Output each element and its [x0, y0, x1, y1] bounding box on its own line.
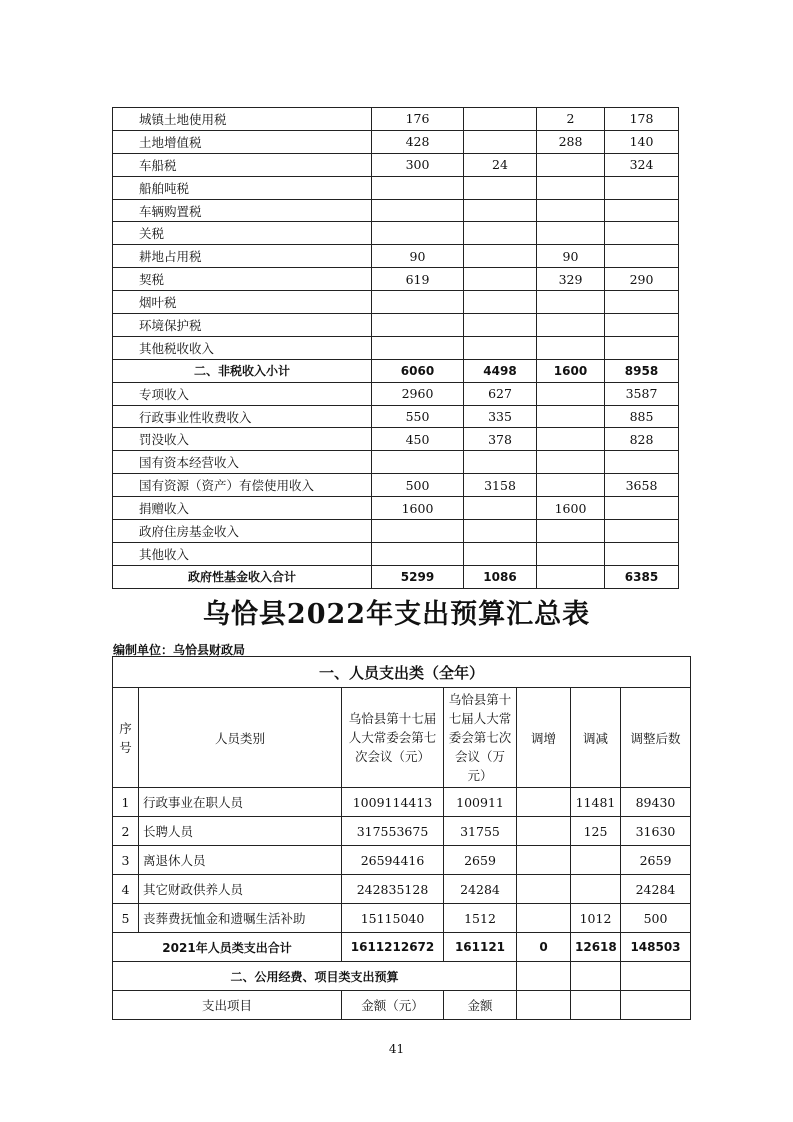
decrease-cell: 11481 [571, 788, 621, 817]
value-cell: 450 [372, 428, 464, 451]
row-label: 环境保护税 [113, 314, 372, 337]
section2-title: 二、公用经费、项目类支出预算 [113, 962, 517, 991]
value-cell [537, 336, 605, 359]
category-cell: 长聘人员 [139, 817, 342, 846]
decrease-cell [571, 875, 621, 904]
seq-cell: 1 [113, 788, 139, 817]
total-row [113, 933, 691, 962]
value-cell: 324 [605, 153, 679, 176]
wanyuan-cell: 2659 [444, 846, 517, 875]
page-number: 41 [388, 1042, 405, 1056]
value-cell: 6385 [605, 565, 679, 588]
empty-cell [517, 962, 571, 991]
table-row [113, 153, 679, 176]
increase-header: 调增 [517, 688, 571, 788]
value-cell: 8958 [605, 359, 679, 382]
table-row [113, 428, 679, 451]
row-label: 罚没收入 [113, 428, 372, 451]
decrease-cell: 1012 [571, 904, 621, 933]
value-cell [537, 542, 605, 565]
value-cell [537, 405, 605, 428]
value-cell [605, 497, 679, 520]
table-row [113, 542, 679, 565]
value-cell [372, 451, 464, 474]
table-row [113, 497, 679, 520]
value-cell [372, 336, 464, 359]
row-label: 契税 [113, 268, 372, 291]
total-decrease: 12618 [571, 933, 621, 962]
value-cell: 90 [537, 245, 605, 268]
yuan-cell: 26594416 [342, 846, 444, 875]
category-cell: 其它财政供养人员 [139, 875, 342, 904]
value-cell: 1086 [464, 565, 537, 588]
adjusted-cell: 31630 [621, 817, 691, 846]
adjusted-cell: 500 [621, 904, 691, 933]
table-row [113, 291, 679, 314]
value-cell [464, 245, 537, 268]
row-label: 耕地占用税 [113, 245, 372, 268]
empty-cell [621, 991, 691, 1020]
section1-header-row [113, 657, 691, 688]
table-row [113, 520, 679, 543]
table-row [113, 176, 679, 199]
value-cell: 335 [464, 405, 537, 428]
empty-cell [517, 991, 571, 1020]
value-cell [464, 199, 537, 222]
yuan-cell: 317553675 [342, 817, 444, 846]
amount-yuan-header: 金额（元） [342, 991, 444, 1020]
wanyuan-cell: 24284 [444, 875, 517, 904]
value-cell [537, 565, 605, 588]
adjusted-cell: 2659 [621, 846, 691, 875]
value-cell: 1600 [537, 497, 605, 520]
revenue-table [112, 107, 679, 589]
value-cell [372, 314, 464, 337]
increase-cell [517, 817, 571, 846]
table-row [113, 904, 691, 933]
row-label: 行政事业性收费收入 [113, 405, 372, 428]
table-row [113, 314, 679, 337]
adjusted-cell: 89430 [621, 788, 691, 817]
yuan-cell: 242835128 [342, 875, 444, 904]
row-label: 车船税 [113, 153, 372, 176]
value-cell: 140 [605, 130, 679, 153]
value-cell [605, 451, 679, 474]
wanyuan-header: 乌恰县第十七届人大常委会第七次会议（万元） [444, 688, 517, 788]
value-cell: 1600 [537, 359, 605, 382]
value-cell: 176 [372, 108, 464, 131]
table-row [113, 875, 691, 904]
wanyuan-cell: 100911 [444, 788, 517, 817]
category-header: 人员类别 [139, 688, 342, 788]
empty-cell [571, 962, 621, 991]
value-cell [372, 222, 464, 245]
page-title: 乌恰县2022年支出预算汇总表 [202, 599, 591, 630]
value-cell [372, 199, 464, 222]
row-label: 车辆购置税 [113, 199, 372, 222]
row-label: 国有资源（资产）有偿使用收入 [113, 474, 372, 497]
value-cell [464, 222, 537, 245]
value-cell [464, 176, 537, 199]
yuan-cell: 15115040 [342, 904, 444, 933]
value-cell [537, 382, 605, 405]
value-cell: 2960 [372, 382, 464, 405]
value-cell: 288 [537, 130, 605, 153]
value-cell [464, 520, 537, 543]
value-cell [537, 153, 605, 176]
table-row [113, 474, 679, 497]
value-cell: 290 [605, 268, 679, 291]
value-cell [464, 268, 537, 291]
value-cell: 428 [372, 130, 464, 153]
table-row [113, 336, 679, 359]
row-label: 捐赠收入 [113, 497, 372, 520]
value-cell [537, 176, 605, 199]
expenditure-table [112, 656, 691, 1020]
value-cell [537, 222, 605, 245]
value-cell [372, 542, 464, 565]
table-row [113, 199, 679, 222]
value-cell [464, 497, 537, 520]
value-cell [464, 291, 537, 314]
empty-cell [571, 991, 621, 1020]
amount-header: 金额 [444, 991, 517, 1020]
row-label: 关税 [113, 222, 372, 245]
table-row [113, 359, 679, 382]
category-cell: 行政事业在职人员 [139, 788, 342, 817]
total-yuan: 1611212672 [342, 933, 444, 962]
total-label: 2021年人员类支出合计 [113, 933, 342, 962]
category-cell: 丧葬费抚恤金和遗嘱生活补助 [139, 904, 342, 933]
table-row [113, 846, 691, 875]
row-label: 烟叶税 [113, 291, 372, 314]
total-adjusted: 148503 [621, 933, 691, 962]
value-cell [537, 451, 605, 474]
value-cell [605, 176, 679, 199]
value-cell [464, 130, 537, 153]
seq-cell: 4 [113, 875, 139, 904]
value-cell [605, 520, 679, 543]
row-label: 土地增值税 [113, 130, 372, 153]
value-cell [537, 291, 605, 314]
value-cell: 300 [372, 153, 464, 176]
table-row [113, 565, 679, 588]
value-cell [537, 314, 605, 337]
value-cell [464, 542, 537, 565]
value-cell: 550 [372, 405, 464, 428]
decrease-cell: 125 [571, 817, 621, 846]
value-cell: 178 [605, 108, 679, 131]
value-cell: 3587 [605, 382, 679, 405]
value-cell [605, 222, 679, 245]
value-cell: 500 [372, 474, 464, 497]
value-cell: 828 [605, 428, 679, 451]
value-cell: 4498 [464, 359, 537, 382]
value-cell [605, 542, 679, 565]
value-cell: 24 [464, 153, 537, 176]
seq-cell: 2 [113, 817, 139, 846]
section1-title: 一、人员支出类（全年） [113, 657, 691, 688]
value-cell: 90 [372, 245, 464, 268]
table-row [113, 817, 691, 846]
column-header-row [113, 688, 691, 788]
expense-item-header: 支出项目 [113, 991, 342, 1020]
value-cell [464, 336, 537, 359]
section2-column-row [113, 991, 691, 1020]
empty-cell [621, 962, 691, 991]
row-label: 其他收入 [113, 542, 372, 565]
value-cell [372, 291, 464, 314]
decrease-header: 调减 [571, 688, 621, 788]
increase-cell [517, 846, 571, 875]
decrease-cell [571, 846, 621, 875]
value-cell: 3658 [605, 474, 679, 497]
table-row [113, 382, 679, 405]
increase-cell [517, 875, 571, 904]
value-cell: 627 [464, 382, 537, 405]
value-cell [537, 199, 605, 222]
value-cell [605, 291, 679, 314]
value-cell: 5299 [372, 565, 464, 588]
value-cell [537, 474, 605, 497]
wanyuan-cell: 1512 [444, 904, 517, 933]
value-cell: 619 [372, 268, 464, 291]
value-cell [605, 245, 679, 268]
category-cell: 离退休人员 [139, 846, 342, 875]
seq-cell: 3 [113, 846, 139, 875]
value-cell [605, 314, 679, 337]
compiling-unit: 编制单位：乌恰县财政局 [113, 643, 246, 657]
value-cell [464, 108, 537, 131]
table-row [113, 245, 679, 268]
table-row [113, 788, 691, 817]
increase-cell [517, 788, 571, 817]
increase-cell [517, 904, 571, 933]
table-row [113, 222, 679, 245]
adjusted-header: 调整后数 [621, 688, 691, 788]
value-cell [605, 336, 679, 359]
table-row [113, 108, 679, 131]
value-cell: 6060 [372, 359, 464, 382]
row-label: 政府住房基金收入 [113, 520, 372, 543]
value-cell [464, 314, 537, 337]
value-cell [372, 520, 464, 543]
row-label: 国有资本经营收入 [113, 451, 372, 474]
section2-header-row [113, 962, 691, 991]
total-increase: 0 [517, 933, 571, 962]
wanyuan-cell: 31755 [444, 817, 517, 846]
value-cell: 2 [537, 108, 605, 131]
row-label: 其他税收收入 [113, 336, 372, 359]
value-cell: 378 [464, 428, 537, 451]
value-cell: 3158 [464, 474, 537, 497]
table-row [113, 268, 679, 291]
table-row [113, 130, 679, 153]
row-label: 二、非税收入小计 [113, 359, 372, 382]
value-cell: 329 [537, 268, 605, 291]
seq-cell: 5 [113, 904, 139, 933]
value-cell [537, 428, 605, 451]
yuan-header: 乌恰县第十七届人大常委会第七次会议（元） [342, 688, 444, 788]
table-row [113, 405, 679, 428]
table-row [113, 451, 679, 474]
row-label: 政府性基金收入合计 [113, 565, 372, 588]
adjusted-cell: 24284 [621, 875, 691, 904]
row-label: 城镇土地使用税 [113, 108, 372, 131]
value-cell [537, 520, 605, 543]
yuan-cell: 1009114413 [342, 788, 444, 817]
value-cell [605, 199, 679, 222]
row-label: 专项收入 [113, 382, 372, 405]
row-label: 船舶吨税 [113, 176, 372, 199]
total-wanyuan: 161121 [444, 933, 517, 962]
value-cell [464, 451, 537, 474]
value-cell: 1600 [372, 497, 464, 520]
value-cell: 885 [605, 405, 679, 428]
value-cell [372, 176, 464, 199]
seq-header: 序号 [113, 688, 139, 788]
